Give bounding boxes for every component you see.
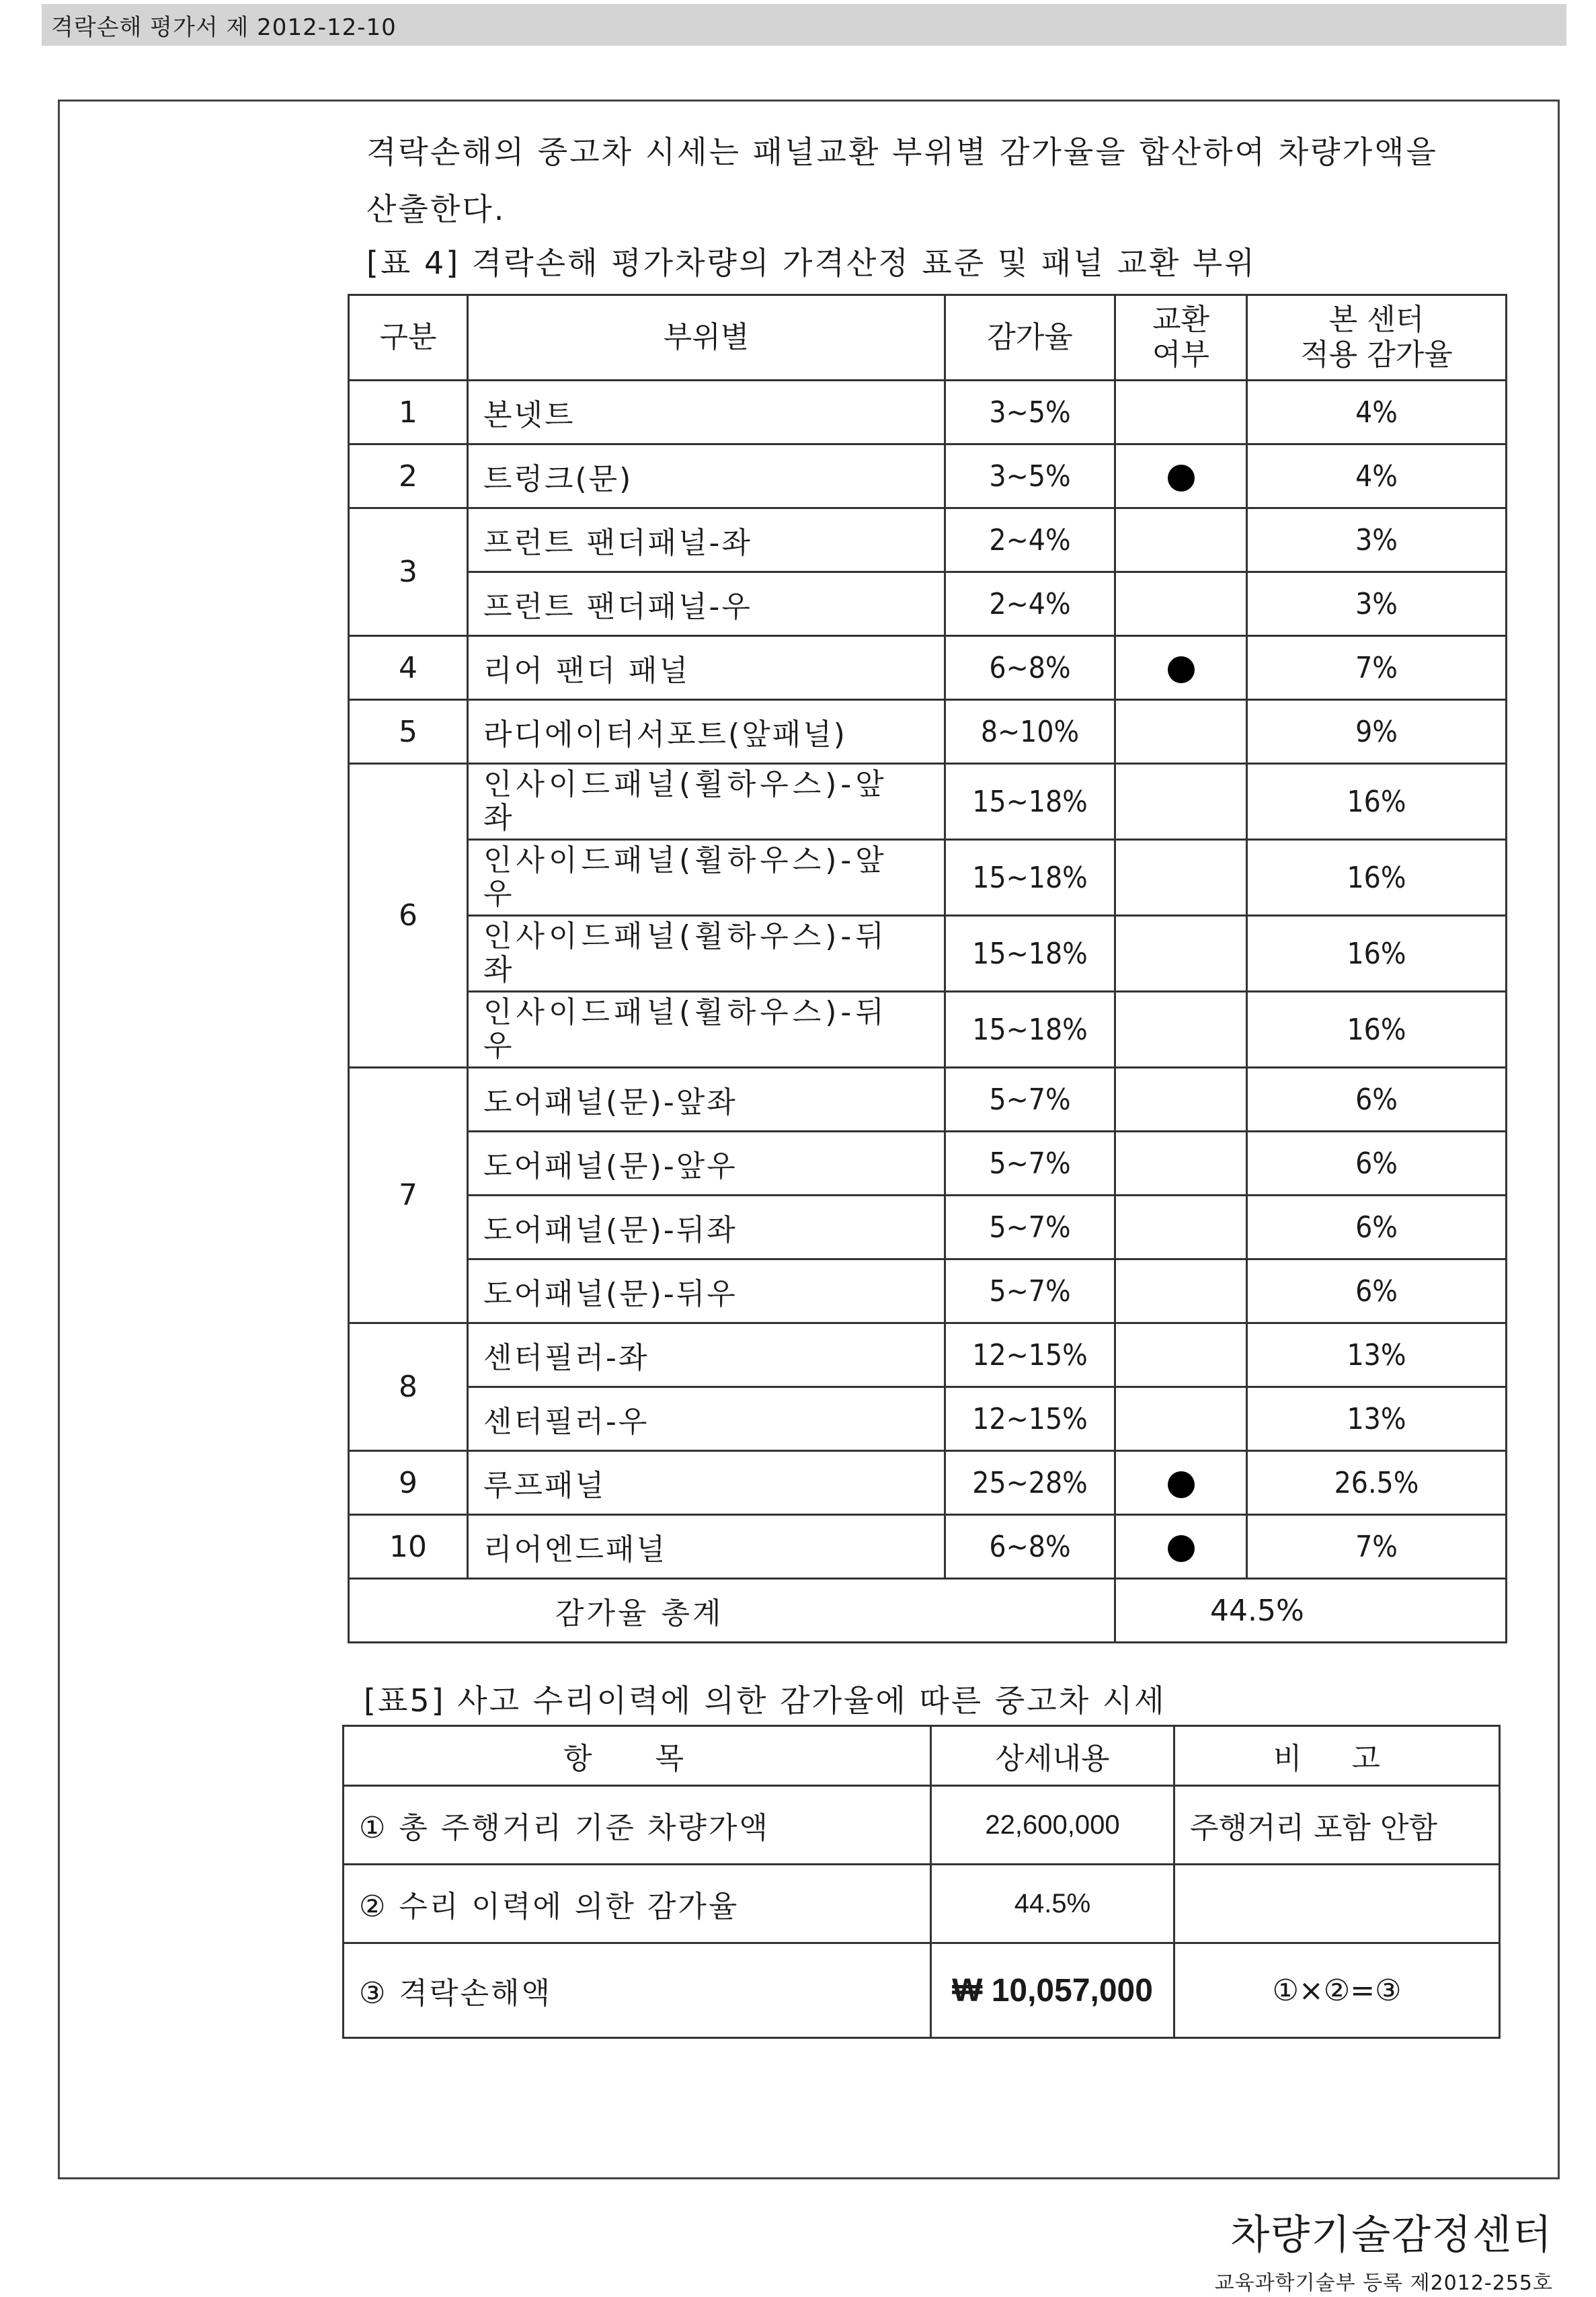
replaced-cell [1115, 916, 1247, 992]
organization-name: 차량기술감정센터 [1230, 2212, 1553, 2259]
part-cell: 라디에이터서포트(앞패널) [468, 700, 945, 764]
replaced-cell [1115, 1387, 1247, 1451]
registration-number: 교육과학기술부 등록 제2012-255호 [1214, 2271, 1553, 2295]
applied-rate-cell: 26.5% [1247, 1451, 1507, 1515]
table-row [349, 1451, 1507, 1515]
group-number-cell: 4 [349, 636, 468, 700]
rate-cell: 12~15% [945, 1323, 1115, 1387]
replaced-cell [1115, 508, 1247, 572]
header-replaced [1115, 295, 1247, 381]
group-number-cell: 10 [349, 1515, 468, 1579]
part-cell [468, 764, 945, 840]
rate-cell: 15~18% [945, 992, 1115, 1068]
header-rate: 감가율 [945, 295, 1115, 381]
applied-rate-cell: 6% [1247, 1068, 1507, 1132]
applied-rate-cell: 6% [1247, 1259, 1507, 1323]
table-row [349, 1387, 1507, 1451]
replaced-cell [1115, 1068, 1247, 1132]
rate-cell: 3~5% [945, 444, 1115, 508]
replaced-cell [1115, 444, 1247, 508]
part-cell: 센터필러-좌 [468, 1323, 945, 1387]
rate-cell: 15~18% [945, 840, 1115, 916]
group-number-cell: 5 [349, 700, 468, 764]
rate-cell: 25~28% [945, 1451, 1115, 1515]
rate-cell: 3~5% [945, 381, 1115, 444]
part-cell: 도어패널(문)-앞우 [468, 1132, 945, 1196]
applied-rate-cell: 4% [1247, 381, 1507, 444]
table-row [349, 444, 1507, 508]
group-number-cell: 9 [349, 1451, 468, 1515]
rate-cell: 5~7% [945, 1068, 1115, 1132]
table-row [349, 764, 1507, 840]
part-cell: 도어패널(문)-뒤우 [468, 1259, 945, 1323]
table-row [344, 1786, 1500, 1865]
filled-circle-icon [1168, 1535, 1195, 1562]
table-row [349, 916, 1507, 992]
rate-cell: 15~18% [945, 764, 1115, 840]
part-cell [468, 992, 945, 1068]
applied-rate-cell: 7% [1247, 636, 1507, 700]
replaced-cell [1115, 700, 1247, 764]
replaced-cell [1115, 1451, 1247, 1515]
part-cell: 센터필러-우 [468, 1387, 945, 1451]
rate-cell: 6~8% [945, 1515, 1115, 1579]
filled-circle-icon [1168, 465, 1195, 492]
part-cell: 리어엔드패널 [468, 1515, 945, 1579]
group-number-cell: 7 [349, 1068, 468, 1323]
part-line-2: 우 [483, 1029, 516, 1063]
applied-rate-cell: 13% [1247, 1323, 1507, 1387]
replaced-cell [1115, 381, 1247, 444]
header-applied-line1: 본 센터 [1328, 303, 1425, 337]
detail-cell: 44.5% [931, 1865, 1174, 1943]
part-line-2: 우 [483, 877, 516, 911]
applied-rate-cell: 3% [1247, 508, 1507, 572]
part-cell [468, 916, 945, 992]
replaced-cell [1115, 1259, 1247, 1323]
table-row [349, 840, 1507, 916]
table5-caption: [표5] 사고 수리이력에 의한 감가율에 따른 중고차 시세 [364, 1682, 1166, 1719]
market-price-table [342, 1725, 1501, 2039]
rate-cell: 12~15% [945, 1387, 1115, 1451]
applied-rate-cell: 16% [1247, 764, 1507, 840]
detail-cell: 22,600,000 [931, 1786, 1174, 1865]
applied-rate-cell: 13% [1247, 1387, 1507, 1451]
table-row [349, 381, 1507, 444]
total-value: 44.5% [1115, 1579, 1507, 1643]
replaced-cell [1115, 636, 1247, 700]
applied-rate-cell: 6% [1247, 1196, 1507, 1259]
header-detail: 상세내용 [931, 1726, 1174, 1786]
applied-rate-cell: 16% [1247, 992, 1507, 1068]
part-cell: 트렁크(문) [468, 444, 945, 508]
applied-rate-cell: 3% [1247, 572, 1507, 636]
group-number-cell: 3 [349, 508, 468, 636]
replaced-cell [1115, 1132, 1247, 1196]
replaced-cell [1115, 1196, 1247, 1259]
table-header-row [344, 1726, 1500, 1786]
rate-cell: 5~7% [945, 1132, 1115, 1196]
table-row [349, 1068, 1507, 1132]
table-row [349, 636, 1507, 700]
part-line-2: 좌 [483, 953, 516, 987]
applied-rate-cell: 6% [1247, 1132, 1507, 1196]
part-cell: 리어 팬더 패널 [468, 636, 945, 700]
replaced-cell [1115, 840, 1247, 916]
depreciation-table [348, 294, 1507, 1643]
table-row [349, 992, 1507, 1068]
part-cell: 본넷트 [468, 381, 945, 444]
group-number-cell: 6 [349, 764, 468, 1068]
group-number-cell: 8 [349, 1323, 468, 1451]
table-row [349, 572, 1507, 636]
item-cell: ① 총 주행거리 기준 차량가액 [344, 1786, 931, 1865]
header-note: 비 고 [1174, 1726, 1500, 1786]
group-number-cell: 1 [349, 381, 468, 444]
rate-cell: 2~4% [945, 572, 1115, 636]
total-label: 감가율 총계 [349, 1579, 1115, 1643]
header-item: 항 목 [344, 1726, 931, 1786]
replaced-cell [1115, 572, 1247, 636]
table-row [349, 700, 1507, 764]
part-line-2: 좌 [483, 801, 516, 835]
table4-caption: [표 4] 격락손해 평가차량의 가격산정 표준 및 패널 교환 부위 [366, 245, 1256, 281]
rate-cell: 15~18% [945, 916, 1115, 992]
table-header-row [349, 295, 1507, 381]
table-row [349, 1259, 1507, 1323]
header-gubun: 구분 [349, 295, 468, 381]
replaced-cell [1115, 764, 1247, 840]
table-row [349, 1323, 1507, 1387]
document-header-title: 격락손해 평가서 제 2012-12-10 [51, 13, 397, 41]
table-row [349, 1515, 1507, 1579]
intro-line-1: 격락손해의 중고차 시세는 패널교환 부위별 감가율을 합산하여 차량가액을 [366, 134, 1438, 170]
part-line-1: 인사이드패널(휠하우스)-뒤 [483, 919, 888, 953]
replaced-cell [1115, 992, 1247, 1068]
part-line-1: 인사이드패널(휠하우스)-뒤 [483, 995, 888, 1029]
rate-cell: 2~4% [945, 508, 1115, 572]
part-cell [468, 840, 945, 916]
item-cell: ③ 격락손해액 [344, 1943, 931, 2038]
table-row [344, 1865, 1500, 1943]
group-number-cell: 2 [349, 444, 468, 508]
replaced-cell [1115, 1323, 1247, 1387]
part-cell: 루프패널 [468, 1451, 945, 1515]
applied-rate-cell: 7% [1247, 1515, 1507, 1579]
part-cell: 도어패널(문)-앞좌 [468, 1068, 945, 1132]
table-row [344, 1943, 1500, 2038]
table-row [349, 1132, 1507, 1196]
applied-rate-cell: 9% [1247, 700, 1507, 764]
intro-line-2: 산출한다. [366, 191, 506, 227]
filled-circle-icon [1168, 1471, 1195, 1498]
applied-rate-cell: 4% [1247, 444, 1507, 508]
item-cell: ② 수리 이력에 의한 감가율 [344, 1865, 931, 1943]
header-applied [1247, 295, 1507, 381]
note-cell [1174, 1865, 1500, 1943]
formula-cell: ①×②=③ [1174, 1943, 1500, 2038]
header-replaced-line2: 여부 [1152, 338, 1209, 372]
rate-cell: 5~7% [945, 1196, 1115, 1259]
header-applied-line2: 적용 감가율 [1300, 338, 1453, 372]
applied-rate-cell: 16% [1247, 916, 1507, 992]
filled-circle-icon [1168, 656, 1195, 683]
rate-cell: 8~10% [945, 700, 1115, 764]
applied-rate-cell: 16% [1247, 840, 1507, 916]
damage-amount-cell: ₩ 10,057,000 [931, 1943, 1174, 2038]
table-row [349, 508, 1507, 572]
document-header-bar [42, 4, 1566, 46]
note-cell: 주행거리 포함 안함 [1174, 1786, 1500, 1865]
header-replaced-line1: 교환 [1152, 303, 1209, 337]
part-line-1: 인사이드패널(휠하우스)-앞 [483, 843, 888, 878]
table-row [349, 1196, 1507, 1259]
replaced-cell [1115, 1515, 1247, 1579]
part-line-1: 인사이드패널(휠하우스)-앞 [483, 767, 888, 802]
rate-cell: 6~8% [945, 636, 1115, 700]
header-part: 부위별 [468, 295, 945, 381]
total-row [349, 1579, 1507, 1643]
rate-cell: 5~7% [945, 1259, 1115, 1323]
part-cell: 프런트 팬더패널-좌 [468, 508, 945, 572]
part-cell: 프런트 팬더패널-우 [468, 572, 945, 636]
part-cell: 도어패널(문)-뒤좌 [468, 1196, 945, 1259]
